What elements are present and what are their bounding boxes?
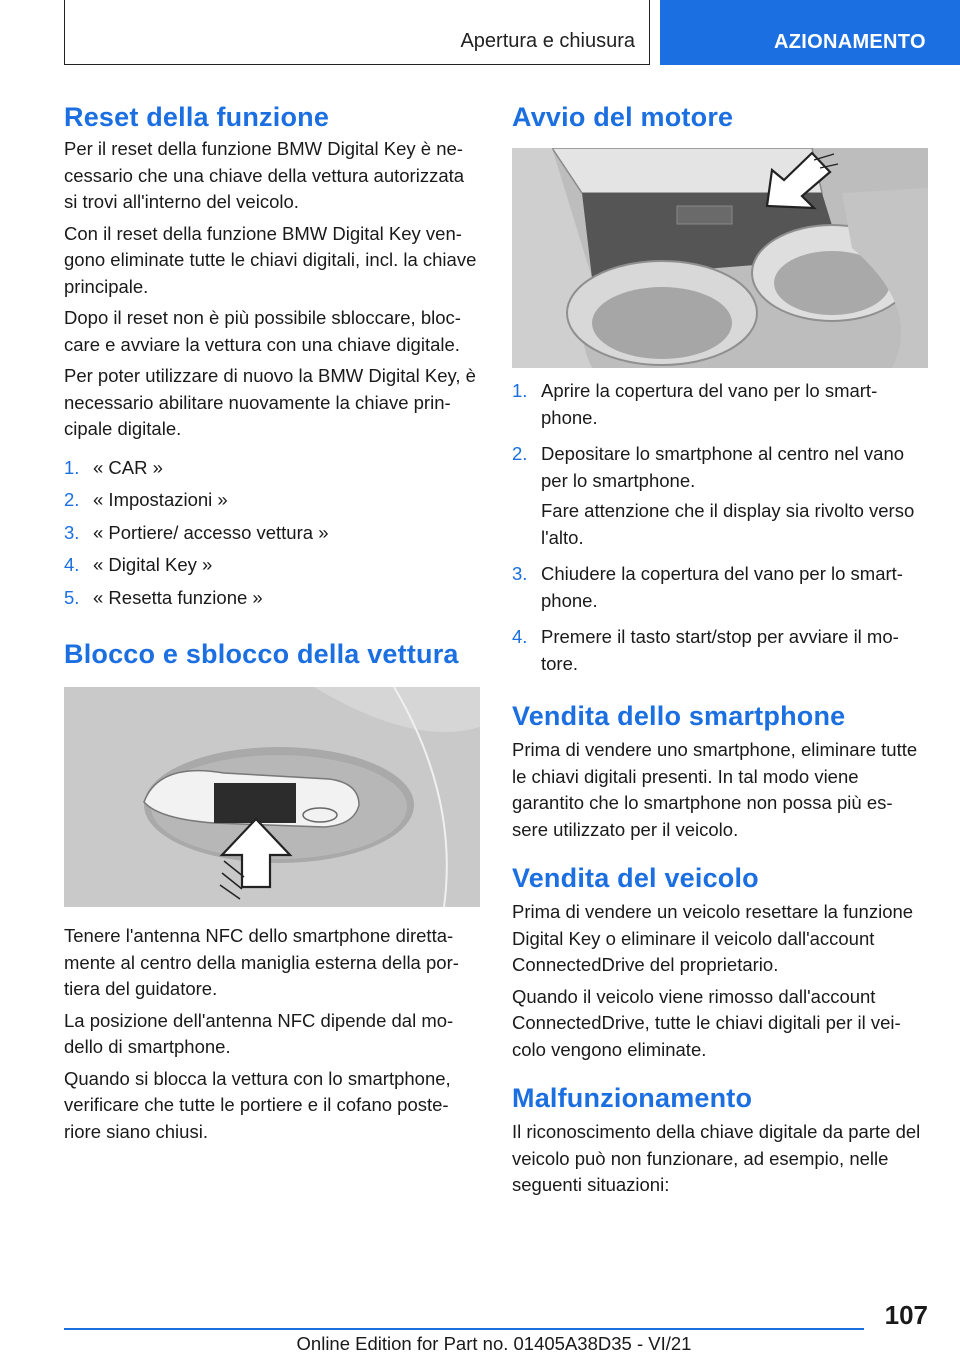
reset-paragraph-2: Con il reset della funzione BMW Digital Key ven-gono eliminate tutte le chiavi digitali, incl. la chiave principale. (64, 222, 477, 297)
list-item (512, 378, 928, 435)
lock-paragraph-1: Tenere l'antenna NFC dello smartphone diretta-mente al centro della maniglia esterna della por-tiera del guidatore. (64, 925, 459, 999)
step-number: 1. (512, 380, 528, 401)
step-number: 4. (512, 626, 528, 647)
list-item (512, 624, 928, 681)
step-text: Depositare lo smartphone al centro nel vano per lo smartphone. (541, 443, 905, 491)
list-item (512, 561, 928, 618)
header-chapter-label: AZIONAMENTO (774, 31, 926, 53)
step-text: « CAR » (93, 456, 163, 478)
reset-heading: Reset della funzione (64, 102, 330, 132)
footer-divider (64, 1328, 864, 1330)
step-number: 3. (512, 563, 528, 584)
right-column (512, 100, 928, 1204)
start-heading: Avvio del motore (512, 102, 734, 132)
list-item (64, 487, 480, 514)
step-note: Fare attenzione che il display sia rivolto verso l'alto. (541, 500, 915, 548)
lock-paragraph-2: La posizione dell'antenna NFC dipende dal mo-dello di smartphone. (64, 1009, 454, 1057)
lock-heading: Blocco e sblocco della vettura (64, 639, 459, 669)
step-number: 2. (512, 443, 528, 464)
step-number: 4. (64, 554, 80, 575)
step-number: 2. (64, 489, 80, 510)
header-section-tab (64, 0, 650, 65)
reset-steps-list (64, 455, 480, 612)
malfunction-paragraph: Il riconoscimento della chiave digitale da parte del veicolo può non funzionare, ad esempio, nelle seguenti situazioni: (512, 1121, 921, 1195)
door-handle-illustration (64, 687, 480, 907)
step-number: 5. (64, 586, 80, 608)
edition-footer: Online Edition for Part no. 01405A38D35 - VI/21 (296, 1333, 692, 1354)
left-column (64, 100, 480, 1150)
list-item (64, 552, 480, 579)
start-steps-list (512, 378, 928, 681)
sale-vehicle-paragraph-1: Prima di vendere un veicolo resettare la funzione Digital Key o eliminare il veicolo dall'account ConnectedDrive del proprietario. (512, 901, 914, 975)
step-text: Chiudere la copertura del vano per lo smart-phone. (541, 563, 903, 611)
step-text: Premere il tasto start/stop per avviare il mo-tore. (541, 626, 899, 674)
reset-paragraph-1: Per il reset della funzione BMW Digital Key è ne-cessario che una chiave della vettura autorizzata si trovi all'interno del veicolo. (64, 138, 465, 212)
smartphone-tray-drawing (512, 148, 928, 368)
step-number: 3. (64, 521, 80, 543)
page-number: 107 (884, 1300, 928, 1330)
lock-paragraph-3: Quando si blocca la vettura con lo smartphone, verificare che tutte le portiere e il cofano poste-riore siano chiusi. (64, 1067, 451, 1142)
header-section-label: Apertura e chiusura (460, 30, 635, 52)
list-item (64, 520, 480, 547)
reset-paragraph-3: Dopo il reset non è più possibile sbloccare, bloc-care e avviare la vettura con una chiave digitale. (64, 307, 461, 355)
sale-vehicle-paragraph-2: Quando il veicolo viene rimosso dall'account ConnectedDrive, tutte le chiavi digitali per il vei-colo vengono eliminate. (512, 985, 901, 1060)
sale-vehicle-heading: Vendita del veicolo (512, 863, 759, 893)
step-number: 1. (64, 456, 80, 478)
list-item (64, 585, 480, 612)
list-item (64, 455, 480, 482)
smartphone-tray-illustration (512, 148, 928, 368)
step-text: « Impostazioni » (93, 489, 228, 510)
header-chapter-tab (660, 0, 960, 65)
malfunction-heading: Malfunzionamento (512, 1083, 753, 1113)
list-item (512, 441, 928, 555)
step-text: « Portiere/ accesso vettura » (93, 521, 329, 543)
reset-paragraph-4: Per poter utilizzare di nuovo la BMW Digital Key, è necessario abilitare nuovamente la chiave prin-cipale digitale. (64, 365, 476, 439)
sale-phone-heading: Vendita dello smartphone (512, 701, 846, 731)
step-text: Aprire la copertura del vano per lo smart-phone. (541, 380, 878, 428)
step-text: « Resetta funzione » (93, 586, 263, 608)
door-handle-drawing (64, 687, 480, 907)
sale-phone-paragraph: Prima di vendere uno smartphone, eliminare tutte le chiavi digitali presenti. In tal modo viene garantito che lo smartphone non possa più es-sere utilizzato per il veicolo. (512, 739, 918, 840)
step-text: « Digital Key » (93, 554, 213, 575)
